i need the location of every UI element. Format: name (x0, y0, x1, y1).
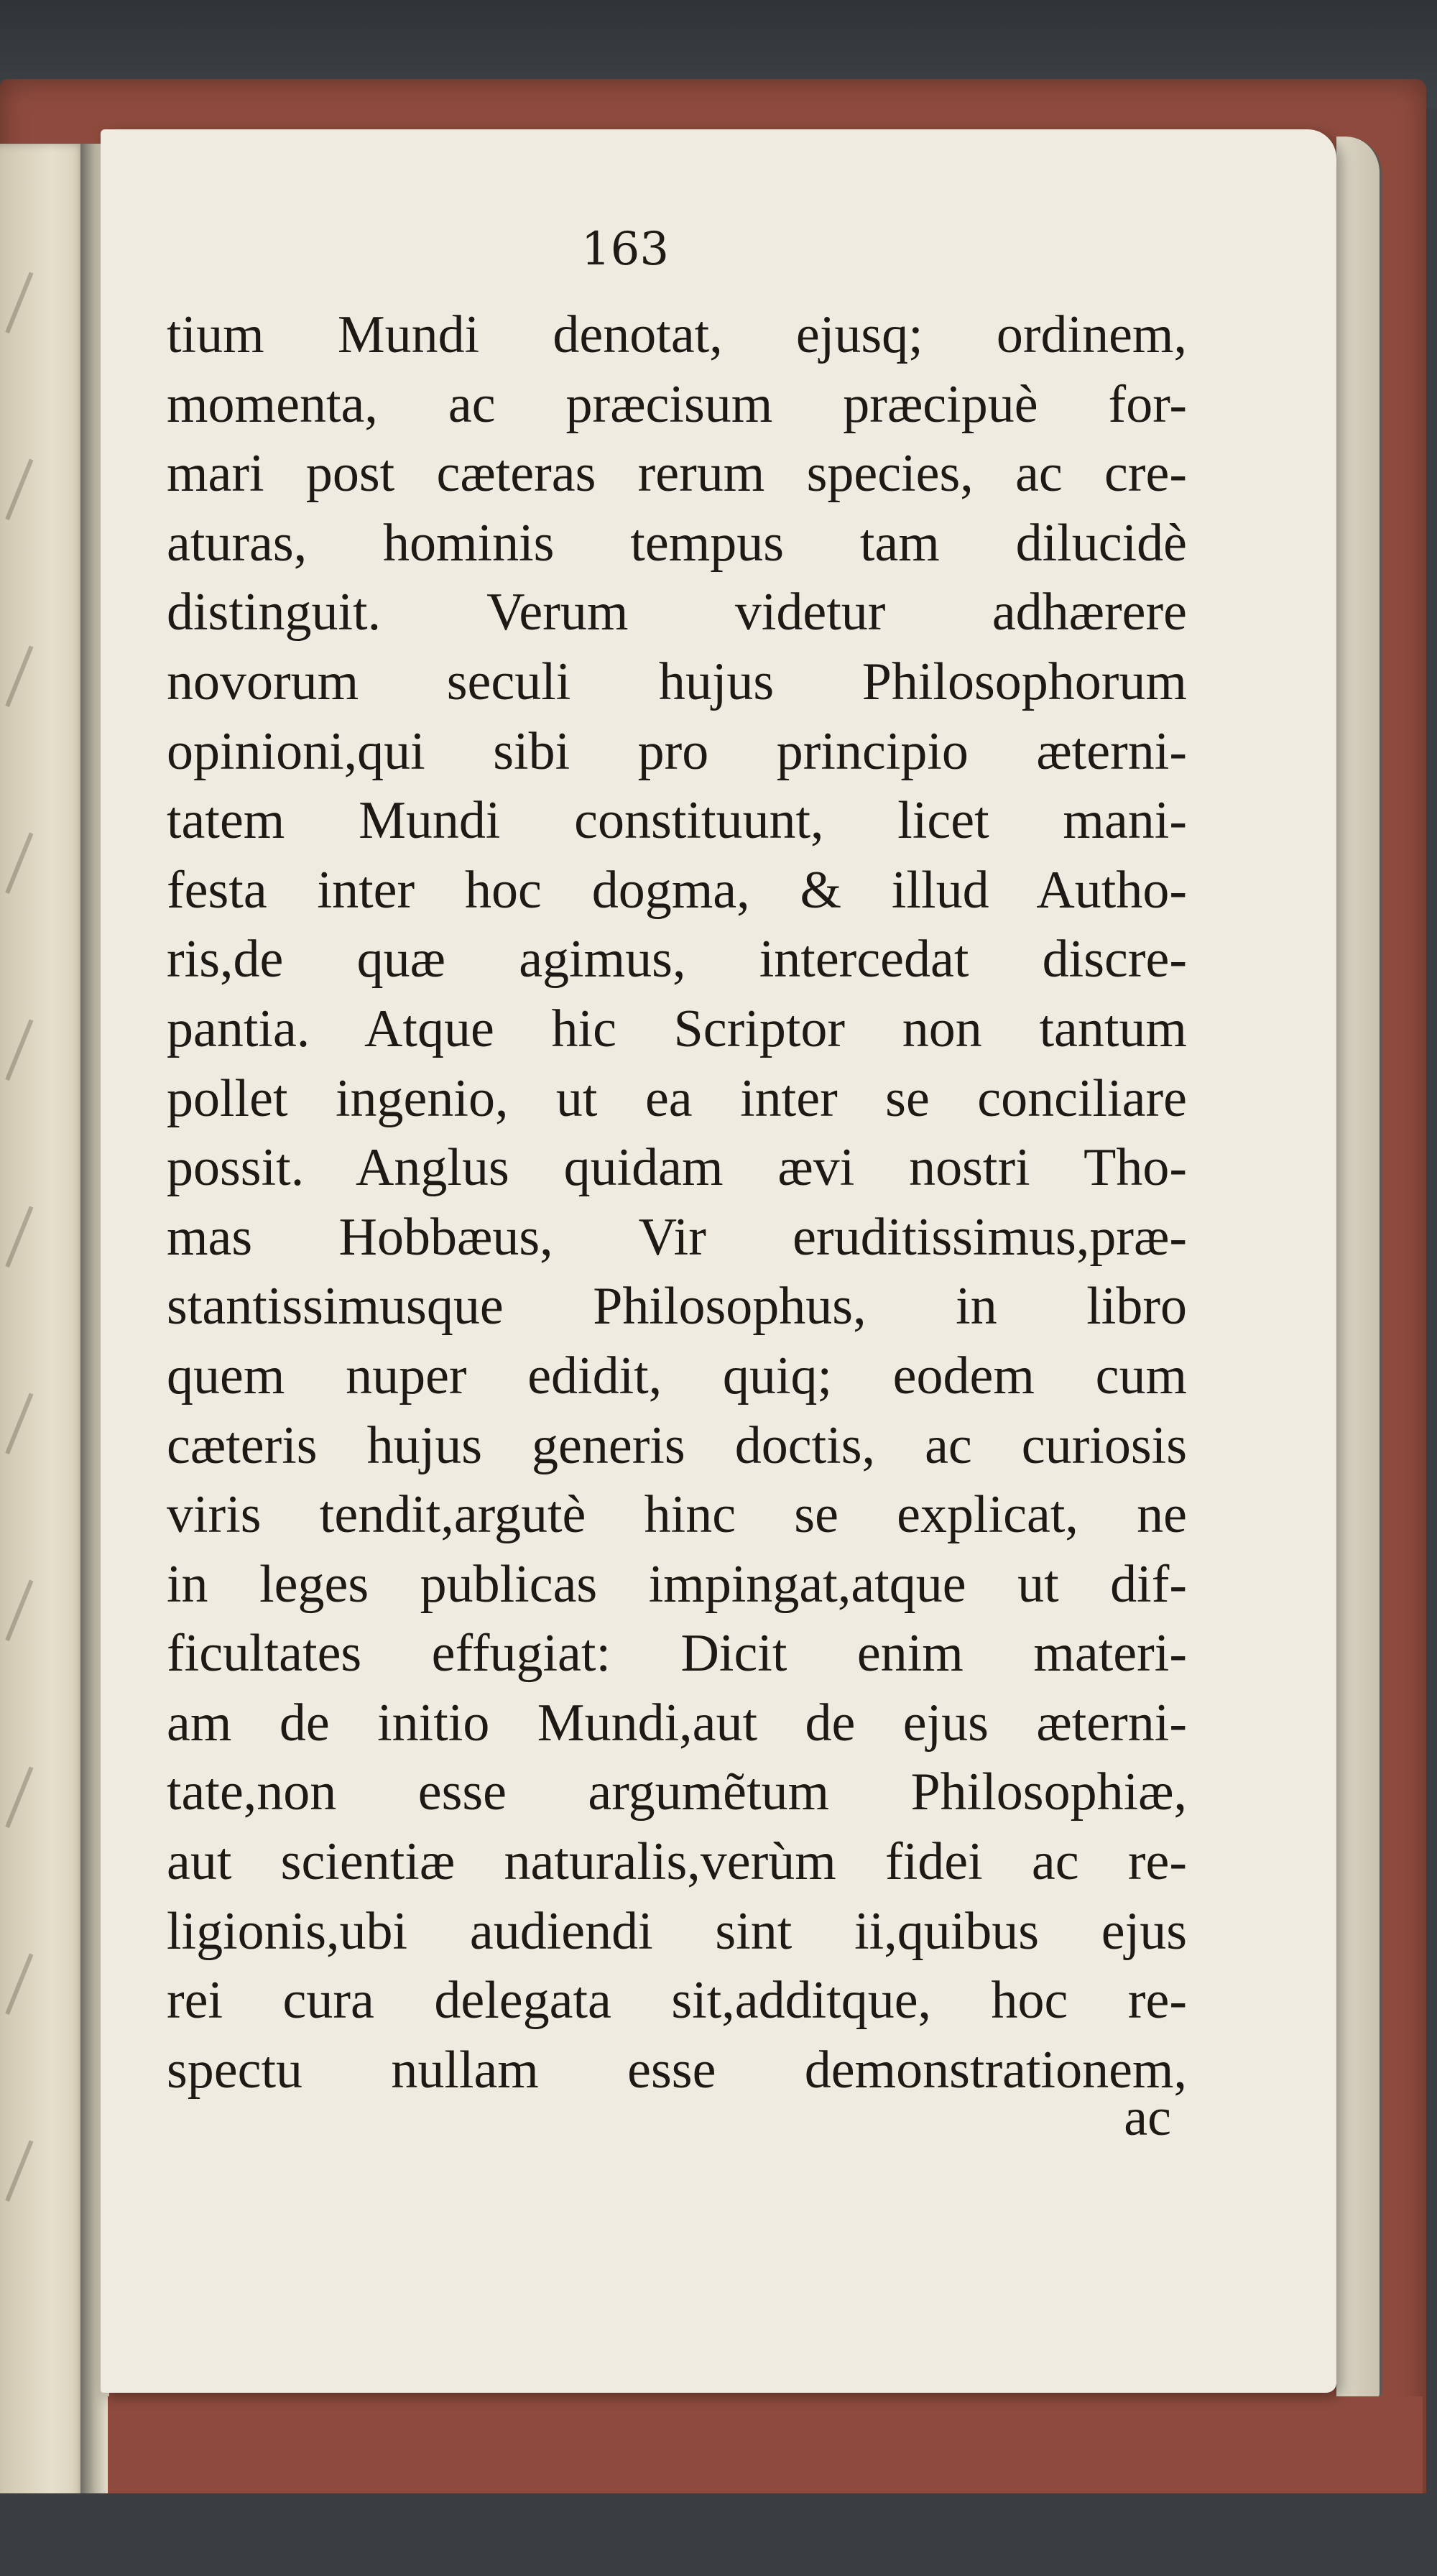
text-line: ficultates effugiat: Dicit enim materi- (167, 1624, 1187, 1684)
body-text (167, 300, 1187, 2105)
text-line: tatem Mundi constituunt, licet mani- (167, 791, 1187, 851)
text-line: ris,de quæ agimus, intercedat discre- (167, 930, 1187, 989)
text-line: in leges publicas impingat,atque ut dif- (167, 1554, 1187, 1614)
text-line: festa inter hoc dogma, & illud Autho- (167, 860, 1187, 920)
text-line: distinguit. Verum videtur adhærere (167, 583, 1187, 642)
text-line: tium Mundi denotat, ejusq; ordinem, (167, 305, 1187, 364)
text-line: novorum seculi hujus Philosophorum (167, 652, 1187, 711)
text-line: tate,non esse argumẽtum Philosophiæ, (167, 1763, 1187, 1822)
text-line: quem nuper edidit, quiq; eodem cum (167, 1346, 1187, 1405)
text-line: cæteris hujus generis doctis, ac curiosis (167, 1416, 1187, 1475)
text-line: pollet ingenio, ut ea inter se conciliare (167, 1068, 1187, 1128)
text-line: stantissimusque Philosophus, in libro (167, 1277, 1187, 1337)
text-line: momenta, ac præcisum præcipuè for- (167, 374, 1187, 434)
text-line: mari post cæteras rerum species, ac cre- (167, 444, 1187, 504)
text-line: spectu nullam esse demonstrationem, (167, 2040, 1187, 2100)
text-line: pantia. Atque hic Scriptor non tantum (167, 999, 1187, 1058)
text-line: viris tendit,argutè hinc se explicat, ne (167, 1485, 1187, 1545)
text-line: aut scientiæ naturalis,verùm fidei ac re- (167, 1832, 1187, 1892)
page-number: 163 (581, 223, 670, 276)
page-fore-edge (1336, 137, 1382, 2400)
scan-background-bottom (0, 2493, 1437, 2576)
text-line: ligionis,ubi audiendi sint ii,quibus ejus (167, 1901, 1187, 1961)
facing-page-edge (0, 144, 86, 2576)
catchword: ac (1124, 2088, 1171, 2147)
text-line: aturas, hominis tempus tam dilucidè (167, 513, 1187, 573)
text-line: rei cura delegata sit,additque, hoc re- (167, 1971, 1187, 2031)
text-line: mas Hobbæus, Vir eruditissimus,præ- (167, 1207, 1187, 1267)
text-line: am de initio Mundi,aut de ejus æterni- (167, 1693, 1187, 1753)
text-line: possit. Anglus quidam ævi nostri Tho- (167, 1138, 1187, 1198)
text-line: opinioni,qui sibi pro principio æterni- (167, 721, 1187, 781)
